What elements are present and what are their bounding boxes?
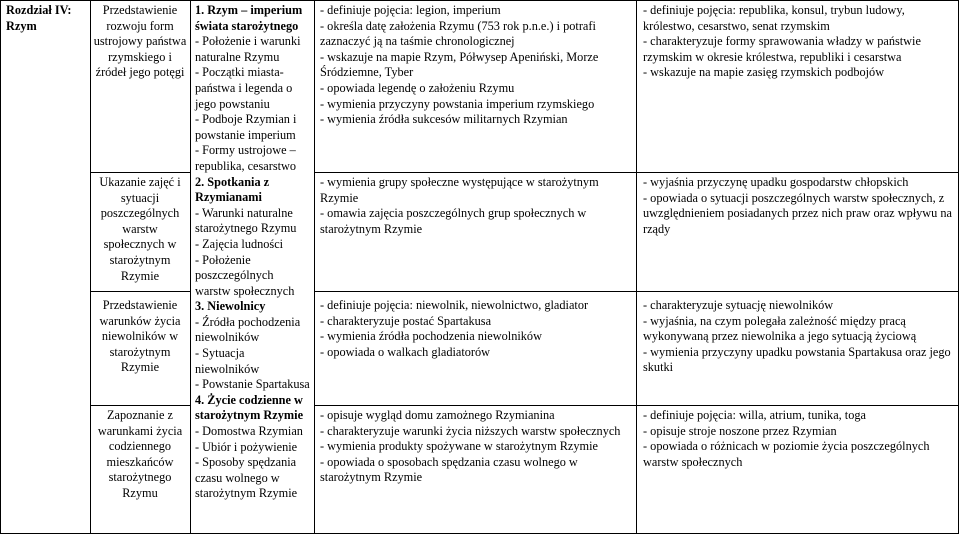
extended-requirements-cell: - wyjaśnia przyczynę upadku gospodarstw chłopskich - opowiada o sytuacji poszczególnych warstw społecznych, z uwzględnieniem posiadanych przez nich praw oraz wpływu na rządy	[643, 175, 953, 236]
basic-requirements-cell: - definiuje pojęcia: niewolnik, niewolnictwo, gladiator - charakteryzuje postać Spartakusa - wymienia źródła pochodzenia niewolników - opowiada o walkach gladiatorów	[320, 298, 589, 359]
topic-title: 1. Rzym – imperium świata starożytnego	[195, 3, 303, 33]
grid-line	[314, 405, 959, 406]
topics-cell	[195, 3, 311, 502]
grid-line	[314, 0, 315, 534]
grid-line	[314, 172, 959, 173]
grid-line	[636, 0, 637, 534]
extended-requirements-cell: - charakteryzuje sytuację niewolników - wyjaśnia, na czym polegała zależność między pracą wykonywaną przez niewolnika a jego sytuacją życiową - wymienia przyczyny upadku powstania Spartakusa oraz jego skutki	[643, 298, 951, 375]
extended-requirements-cell: - definiuje pojęcia: republika, konsul, trybun ludowy, królestwo, cesarstwo, senat rzymskim - charakteryzuje formy sprawowania władzy w państwie rzymskim w okresie królestwa, republiki i cesarstwa - wskazuje na mapie zasięg rzymskich podbojów	[643, 3, 921, 80]
chapter-title: Rozdział IV: Rzym	[6, 3, 72, 33]
extended-requirements-cell: - definiuje pojęcia: willa, atrium, tunika, toga - opisuje stroje noszone przez Rzymian - opowiada o różnicach w poziomie życia poszczególnych warstw społecznych	[643, 408, 930, 469]
topic-item: - Położenie poszczególnych warstw społecznych	[195, 252, 295, 298]
aim-cell: Przedstawienie rozwoju form ustrojowy państwa rzymskiego i źródeł jego potęgi	[93, 3, 187, 80]
topic-item: - Położenie i warunki naturalne Rzymu	[195, 34, 301, 64]
grid-line	[90, 405, 191, 406]
aim-cell: Ukazanie zajęć i sytuacji poszczególnych warstw społecznych w starożytnym Rzymie	[99, 175, 181, 283]
aim-cell: Przedstawienie warunków życia niewolników w starożytnym Rzymie	[99, 298, 181, 375]
topic-item: - Podboje Rzymian i powstanie imperium	[195, 112, 297, 142]
topic-item: - Początki miasta-państwa i legenda o jego powstaniu	[195, 65, 293, 111]
topic-item: - Powstanie Spartakusa	[195, 377, 310, 392]
topic-item: - Sytuacja niewolników	[195, 346, 260, 376]
grid-line	[90, 172, 191, 173]
topic-item: - Warunki naturalne starożytnego Rzymu	[195, 205, 297, 236]
basic-requirements-cell: - wymienia grupy społeczne występujące w starożytnym Rzymie - omawia zajęcia poszczególnych grup społecznych w starożytnym Rzymie	[320, 175, 599, 236]
topic-item: - Formy ustrojowe – republika, cesarstwo	[195, 143, 297, 173]
grid-line	[314, 291, 959, 292]
topic-item: - Źródła pochodzenia niewolników	[195, 314, 301, 345]
basic-requirements-cell: - opisuje wygląd domu zamożnego Rzymianina - charakteryzuje warunki życia niższych warstw społecznych - wymienia produkty spożywane w starożytnym Rzymie - opowiada o sposobach spędzania czasu wolnego w starożytnym Rzymie	[320, 408, 621, 485]
topic-item: - Domostwa Rzymian	[195, 424, 303, 439]
topic-item: - Zajęcia ludności	[195, 236, 284, 251]
grid-line	[90, 291, 191, 292]
grid-line	[190, 0, 191, 534]
basic-requirements-cell: - definiuje pojęcia: legion, imperium - określa datę założenia Rzymu (753 rok p.n.e.) i potrafi zaznaczyć ją na taśmie chronologicznej - wskazuje na mapie Rzym, Półwysep Apeniński, Morze Śródziemne, Tyber - opowiada legendę o założeniu Rzymu - wymienia przyczyny powstania imperium rzymskiego - wymienia źródła sukcesów militarnych Rzymian	[320, 3, 599, 127]
topic-item: - Ubiór i pożywienie	[195, 439, 298, 454]
grid-line	[0, 0, 959, 1]
topic-title: 2. Spotkania z Rzymianami	[195, 174, 270, 205]
aim-cell: Zapoznanie z warunkami życia codziennego mieszkańców starożytnego Rzymu	[97, 408, 183, 500]
grid-line	[90, 0, 91, 534]
topic-item: - Sposoby spędzania czasu wolnego w starożytnym Rzymie	[195, 455, 298, 501]
grid-line	[0, 0, 1, 534]
topic-title: 4. Życie codzienne w starożytnym Rzymie	[195, 392, 304, 423]
topic-title: 3. Niewolnicy	[195, 299, 266, 314]
